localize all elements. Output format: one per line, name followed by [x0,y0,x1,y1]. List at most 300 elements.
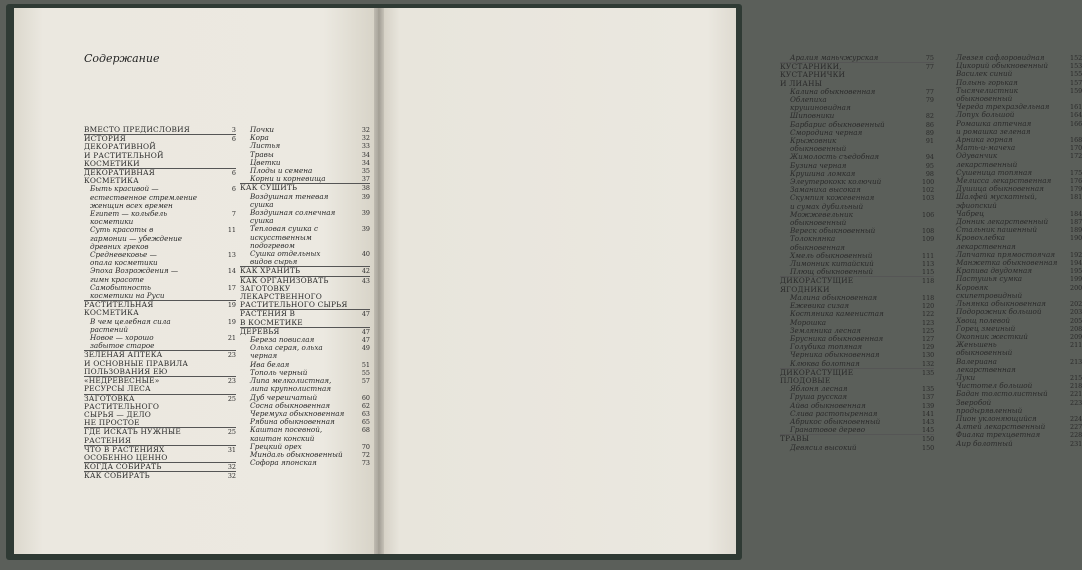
toc-entry-page-number: 223 [1070,398,1082,407]
toc-entry-title: ТРАВЫ [780,434,810,444]
toc-entry [780,211,934,227]
toc-entry-title: КОГДА СОБИРАТЬ [84,462,162,472]
toc-entry [946,234,1082,250]
toc-entry-page-number: 130 [922,351,935,360]
page-title: Содержание [84,52,160,65]
toc-entry-title: Почки [250,125,274,134]
toc-entry-title: Шиповники [790,111,835,121]
toc-entry-title: КАК ХРАНИТЬ [240,266,301,276]
toc-entry-title: Эпоха Возрождения — гимн красоте [90,266,179,284]
toc-entry-title: Тепловая сушка с искусственным подогревом [250,224,318,250]
toc-entry-title: Крушина ломкая [790,168,856,178]
toc-entry-page-number: 6 [231,185,236,194]
toc-entry-title: Донник лекарственный [956,217,1049,227]
toc-entry-page-number: 141 [922,409,935,418]
toc-entry-page-number: 86 [925,120,934,129]
toc-entry-page-number: 72 [361,450,370,459]
toc-entry-title: Луки [956,372,976,382]
toc-entry-page-number: 82 [925,112,934,121]
toc-entry-title: Хмель обыкновенный [790,250,873,260]
toc-entry-page-number: 202 [1070,300,1082,309]
toc-entry [84,471,236,480]
toc-entry-page-number: 224 [1070,414,1082,423]
toc-entry-page-number: 32 [227,463,236,472]
toc-entry-title: Арника горная [956,135,1013,145]
toc-entry-page-number: 150 [922,435,935,444]
toc-entry-title: Сушеница топяная [956,167,1032,177]
toc-entry-page-number: 95 [925,161,934,170]
toc-entry-page-number: 47 [361,327,370,336]
toc-entry [946,120,1082,136]
toc-entry-page-number: 33 [361,142,370,151]
toc-entry [84,376,236,393]
toc-entry-title: Череда трехраздельная [956,102,1050,112]
toc-entry-title: Травы [250,149,274,159]
toc-entry [780,235,934,251]
toc-entry-page-number: 123 [922,318,935,327]
toc-entry-page-number: 38 [361,184,370,193]
toc-entry-title: В чем целебная сила растений [90,316,171,334]
toc-entry [780,360,934,368]
toc-entry-page-number: 25 [227,394,236,403]
toc-entry-page-number: 57 [361,377,370,386]
toc-entry [780,368,934,385]
toc-entry-page-number: 32 [361,134,370,143]
toc-entry-page-number: 153 [1070,62,1082,71]
toc-entry-title: Горец змеиный [956,323,1016,333]
toc-entry-page-number: 60 [361,393,370,402]
toc-entry-page-number: 209 [1070,332,1082,341]
toc-entry-page-number: 51 [361,360,370,369]
toc-entry-page-number: 19 [227,317,236,326]
toc-entry-page-number: 91 [925,137,934,146]
toc-entry-page-number: 70 [361,442,370,451]
toc-entry-title: Коровяк скипетровидный [956,282,1023,300]
toc-entry-title: Цикорий обыкновенный [956,61,1048,71]
toc-entry-title: Левзея сафлоровидная [956,53,1045,62]
toc-entry-title: Миндаль обыкновенный [250,449,343,459]
toc-entry-title: Абрикос обыкновенный [790,416,881,426]
toc-entry-title: Айва обыкновенная [790,400,866,410]
toc-entry-page-number: 221 [1070,390,1082,399]
toc-entry [84,350,236,376]
toc-entry-page-number: 170 [1070,144,1082,153]
toc-entry-page-number: 179 [1070,185,1082,194]
toc-entry-title: Чабрец [956,208,985,218]
toc-entry [84,134,236,168]
toc-entry-page-number: 168 [1070,136,1082,145]
toc-entry-title: Малина обыкновенная [790,292,878,302]
toc-entry-title: Чистотел большой [956,381,1033,391]
toc-entry-title: Аир болотный [956,438,1013,448]
toc-entry-page-number: 143 [922,417,935,426]
toc-entry-page-number: 172 [1070,152,1082,161]
toc-entry-title: Лимонник китайский [790,259,874,269]
toc-entry-page-number: 7 [231,210,236,219]
toc-entry-title: Сушка отдельных видов сырья [250,249,321,267]
toc-entry-page-number: 39 [361,225,370,234]
toc-entry-page-number: 98 [925,169,934,178]
toc-entry-title: Костяника каменистая [790,309,884,319]
toc-entry-page-number: 40 [361,250,370,259]
left-page [14,8,378,554]
toc-entry [946,341,1082,357]
toc-entry-page-number: 194 [1070,259,1082,268]
toc-entry-title: КАК СОБИРАТЬ [84,471,150,481]
toc-entry-title: Египет — колыбель косметики [90,209,168,227]
toc-entry [240,377,370,393]
toc-entry-page-number: 32 [227,472,236,481]
toc-entry-title: ДИКОРАСТУЩИЕ ЯГОДНИКИ [780,276,854,294]
toc-entry-page-number: 89 [925,128,934,137]
toc-entry-page-number: 113 [922,260,935,269]
toc-entry-title: Девясил высокий [790,442,857,452]
toc-entry-page-number: 21 [227,334,236,343]
toc-entry-title: ЗАГОТОВКА РАСТИТЕЛЬНОГО СЫРЬЯ — ДЕЛО НЕ ПРОСТОЕ [84,393,160,428]
toc-entry-title: Одуванчик лекарственный [956,151,1018,169]
toc-entry-page-number: 77 [925,87,934,96]
toc-entry-page-number: 118 [922,293,935,302]
toc-entry-page-number: 43 [361,276,370,285]
toc-entry-page-number: 39 [361,209,370,218]
toc-entry-title: Рябина обыкновенная [250,417,335,427]
toc-entry-title: Хвощ полевой [956,315,1011,325]
toc-entry-title: Гранатовое дерево [790,425,866,435]
toc-entry [84,267,236,283]
toc-entry-title: Брусника обыкновенная [790,333,884,343]
toc-entry-title: ЗЕЛЕНАЯ АПТЕКА И ОСНОВНЫЕ ПРАВИЛА ПОЛЬЗОВАНИЯ ЕЮ [84,350,189,376]
toc-entry-page-number: 3 [231,126,236,134]
toc-entry-title: Стальник пашенный [956,225,1037,235]
toc-entry-title: Софора японская [250,458,317,468]
toc-entry-page-number: 205 [1070,316,1082,325]
toc-entry-title: Облепиха крушиновидная [790,95,851,113]
toc-entry [240,175,370,183]
toc-entry-page-number: 127 [922,334,935,343]
toc-entry-title: Окопник жесткий [956,331,1028,341]
toc-entry [84,126,236,134]
toc-entry-title: Лопух большой [956,110,1015,120]
toc-entry-title: Грецкий орех [250,441,302,451]
toc-entry-page-number: 42 [361,267,370,276]
toc-entry-page-number: 100 [922,178,935,187]
toc-entry [946,440,1082,448]
toc-entry-page-number: 176 [1070,177,1082,186]
toc-entry-page-number: 32 [361,126,370,134]
toc-entry-title: Ромашка аптечная и ромашка зеленая [956,118,1032,136]
toc-entry-page-number: 190 [1070,234,1082,243]
toc-entry-title: Можжевельник обыкновенный [790,209,853,228]
toc-entry [780,268,934,276]
toc-entry-page-number: 118 [922,277,935,286]
toc-entry-title: Зверобой продырявленный [956,397,1023,415]
toc-entry [84,185,236,210]
toc-entry-page-number: 62 [361,401,370,410]
toc-entry [780,96,934,112]
toc-entry-page-number: 77 [925,63,934,72]
toc-entry-title: Липа мелколистная, липа крупнолистная [250,376,332,394]
toc-entry-title: ЧТО В РАСТЕНИЯХ ОСОБЕННО ЦЕННО [84,444,168,462]
toc-entry-page-number: 189 [1070,226,1082,235]
toc-entry-title: Смородина черная [790,127,863,137]
toc-entry-title: Подорожник большой [956,307,1042,317]
toc-entry-title: Жимолость съедобная [790,152,880,162]
toc-entry-page-number: 150 [922,443,935,452]
toc-entry [84,284,236,300]
toc-entry-title: Плющ обыкновенный [790,267,873,277]
toc-entry-title: Корни и корневища [250,174,326,184]
toc-entry [780,276,934,293]
toc-entry-title: Суть красоты в гармонии — убеждение древних греков [90,225,182,251]
toc-entry-title: Мелисса лекарственная [956,176,1052,186]
toc-entry-title: Воздушная теневая сушка [250,191,329,209]
toc-entry [84,300,236,317]
toc-entry-title: КУСТАРНИКИ, КУСТАРНИЧКИ И ЛИАНЫ [780,62,846,88]
toc-entry-title: Голубика топяная [790,342,863,352]
toc-entry-page-number: 106 [922,210,935,219]
toc-entry-page-number: 31 [227,445,236,454]
toc-entry-title: Клюква болотная [790,358,860,368]
toc-entry-title: Аралия маньчжурская [790,53,879,62]
toc-entry-title: Полынь горькая [956,77,1018,87]
toc-entry-page-number: 187 [1070,218,1082,227]
toc-entry-title: КАК СУШИТЬ [240,183,298,193]
toc-entry-page-number: 195 [1070,267,1082,276]
toc-entry-page-number: 47 [361,310,370,319]
toc-entry-page-number: 203 [1070,308,1082,317]
toc-entry-title: Кора [250,133,269,143]
toc-entry-page-number: 184 [1070,209,1082,218]
toc-entry-title: ДЕРЕВЬЯ [240,326,280,336]
toc-entry-title: Толокнянка обыкновенная [790,234,845,252]
toc-entry-page-number: 164 [1070,111,1082,120]
toc-entry-page-number: 79 [925,96,934,105]
toc-entry-page-number: 211 [1070,341,1082,350]
toc-entry-page-number: 155 [1070,70,1082,79]
toc-entry-page-number: 49 [361,344,370,353]
toc-entry-title: ДЕКОРАТИВНАЯ КОСМЕТИКА [84,168,155,186]
toc-entry-title: ВМЕСТО ПРЕДИСЛОВИЯ [84,125,190,134]
toc-entry-title: «НЕДРЕВЕСНЫЕ» РЕСУРСЫ ЛЕСА [84,376,160,394]
toc-entry-title: Манжетка обыкновенная [956,258,1058,268]
open-book [14,8,1082,554]
toc-entry-title: Заманиха высокая [790,185,861,195]
toc-entry [240,266,370,275]
toc-entry-title: Вереск обыкновенный [790,226,876,236]
toc-entry-title: Фиалка трехцветная [956,430,1041,440]
toc-entry-page-number: 218 [1070,382,1082,391]
toc-entry-page-number: 55 [361,368,370,377]
toc-entry-title: Бадан толстолистный [956,389,1048,399]
toc-entry-page-number: 145 [922,426,935,435]
toc-entry-page-number: 199 [1070,275,1082,284]
toc-entry-title: Тополь черный [250,367,308,377]
toc-entry-page-number: 23 [227,377,236,386]
toc-entry-page-number: 132 [922,359,935,368]
book-gutter [374,8,384,554]
toc-entry [240,426,370,442]
toc-entry-page-number: 47 [361,336,370,345]
toc-entry-title: Ольха серая, ольха черная [250,343,323,361]
toc-entry-page-number: 75 [925,54,934,62]
toc-entry [780,137,934,153]
toc-entry-title: Ива белая [250,359,290,369]
toc-entry [240,193,370,209]
toc-entry-title: ИСТОРИЯ ДЕКОРАТИВНОЙ И РАСТИТЕЛЬНОЙ КОСМЕТИКИ [84,134,164,168]
toc-entry [84,210,236,226]
toc-entry [780,426,934,434]
toc-entry [780,444,934,452]
toc-entry-page-number: 19 [227,301,236,310]
toc-entry-page-number: 166 [1070,119,1082,128]
toc-entry-page-number: 102 [922,186,935,195]
toc-entry-page-number: 35 [361,167,370,176]
toc-entry-page-number: 152 [1070,54,1082,62]
toc-entry-page-number: 125 [922,326,935,335]
toc-entry [84,394,236,428]
toc-entry-page-number: 6 [231,135,236,144]
toc-entry-page-number: 137 [922,393,935,402]
toc-entry-title: ДИКОРАСТУЩИЕ ПЛОДОВЫЕ [780,367,854,385]
toc-column-4 [946,54,1082,448]
toc-entry-title: Слива растопыренная [790,408,878,418]
toc-entry-page-number: 63 [361,409,370,418]
toc-entry [780,194,934,210]
toc-entry [84,427,236,444]
toc-entry-page-number: 65 [361,418,370,427]
toc-entry-page-number: 11 [227,226,236,235]
toc-entry-title: Листья [250,141,281,151]
toc-entry-page-number: 39 [361,192,370,201]
toc-entry [946,87,1082,103]
toc-entry-title: Каштан посевной, каштан конский [250,425,323,443]
toc-entry-page-number: 159 [1070,86,1082,95]
toc-entry-title: Валериана лекарственная [956,356,1016,374]
toc-entry-page-number: 161 [1070,103,1082,112]
toc-entry-page-number: 192 [1070,250,1082,259]
toc-entry-page-number: 108 [922,227,935,236]
toc-entry-title: Пастушья сумка [956,274,1023,284]
toc-entry-page-number: 122 [922,310,935,319]
toc-entry-page-number: 157 [1070,78,1082,87]
toc-column-3 [780,54,934,452]
toc-entry-title: Тысячелистник обыкновенный [956,85,1018,104]
toc-entry-page-number: 231 [1070,439,1082,448]
toc-entry [84,251,236,267]
toc-entry [946,399,1082,415]
toc-entry-page-number: 6 [231,169,236,178]
toc-entry-title: Дуб черешчатый [250,392,318,402]
toc-entry-title: Лапчатка прямостоячая [956,249,1056,259]
toc-entry [84,334,236,350]
toc-column-1 [84,126,236,481]
toc-entry-title: Новое — хорошо забытое старое [90,333,155,351]
toc-entry-title: Пион уклоняющийся [956,413,1037,423]
toc-entry-page-number: 228 [1070,431,1082,440]
toc-entry-page-number: 34 [361,158,370,167]
toc-entry-title: Льнянка обыкновенная [956,299,1046,309]
toc-entry-title: Воздушная солнечная сушка [250,208,336,226]
toc-entry-page-number: 14 [227,267,236,276]
toc-entry-page-number: 115 [922,268,935,277]
toc-entry-title: Крыжовник обыкновенный [790,136,847,154]
toc-entry [946,358,1082,374]
toc-entry-title: Береза повислая [250,335,315,345]
toc-entry-title: Сосна обыкновенная [250,400,331,410]
toc-entry-page-number: 135 [922,385,935,394]
toc-entry-title: Шалфей мускатный, эфиопский [956,192,1037,210]
toc-entry-title: Ежевика сизая [790,301,849,311]
toc-entry [780,54,934,62]
toc-entry-page-number: 175 [1070,168,1082,177]
toc-entry-title: Душица обыкновенная [956,184,1044,194]
toc-entry-title: Самобытность косметики на Руси [90,282,165,301]
toc-entry-title: Кровохлебка лекарственная [956,233,1016,251]
toc-entry [240,276,370,310]
toc-entry-title: Калина обыкновенная [790,86,876,96]
toc-entry-title: Элеутерококк колючий [790,177,882,187]
toc-entry [240,344,370,360]
toc-entry [780,62,934,88]
toc-entry-page-number: 23 [227,351,236,360]
toc-entry-page-number: 111 [922,251,935,260]
toc-entry [84,318,236,334]
toc-entry [240,209,370,225]
toc-entry-page-number: 109 [922,235,935,244]
toc-entry-title: Барбарис обыкновенный [790,119,885,129]
toc-entry-page-number: 181 [1070,193,1082,202]
toc-entry-page-number: 139 [922,401,935,410]
toc-entry-page-number: 73 [361,459,370,468]
toc-entry-page-number: 213 [1070,357,1082,366]
toc-entry-page-number: 13 [227,251,236,260]
toc-entry-title: РАСТИТЕЛЬНАЯ КОСМЕТИКА [84,300,154,318]
toc-entry-page-number: 200 [1070,283,1082,292]
toc-entry-page-number: 25 [227,428,236,437]
toc-entry-title: Средневековье — опала косметики [90,250,158,268]
toc-entry [946,193,1082,209]
toc-entry-title: ГДЕ ИСКАТЬ НУЖНЫЕ РАСТЕНИЯ [84,427,181,445]
toc-entry-title: КАК ОРГАНИЗОВАТЬ ЗАГОТОВКУ ЛЕКАРСТВЕННОГО РАСТИТЕЛЬНОГО СЫРЬЯ [240,275,348,310]
toc-entry [946,152,1082,168]
toc-entry-title: Мать-и-мачеха [956,143,1016,153]
toc-entry-page-number: 120 [922,302,935,311]
toc-entry-title: РАСТЕНИЯ В В КОСМЕТИКЕ [240,309,303,327]
toc-entry [84,445,236,462]
toc-entry-page-number: 94 [925,153,934,162]
toc-entry-title: Василек синий [956,69,1013,79]
toc-entry-page-number: 68 [361,426,370,435]
toc-entry-page-number: 37 [361,175,370,184]
toc-entry-page-number: 17 [227,283,236,292]
toc-entry-title: Алтей лекарственный [956,422,1046,432]
toc-entry-title: Черника обыкновенная [790,350,880,360]
toc-column-2 [240,126,370,467]
toc-entry-title: Черемуха обыкновенная [250,408,345,418]
toc-entry [240,459,370,467]
toc-entry-page-number: 103 [922,194,935,203]
toc-entry-title: Крапива двудомная [956,266,1032,276]
toc-entry-page-number: 208 [1070,324,1082,333]
toc-entry [240,309,370,326]
toc-entry-page-number: 135 [922,368,935,377]
toc-entry [240,250,370,266]
toc-entry-title: Груша русская [790,392,848,402]
right-page [378,8,1082,554]
toc-entry-page-number: 129 [922,343,935,352]
toc-entry-title: Цветки [250,157,281,167]
toc-entry-page-number: 227 [1070,423,1082,432]
